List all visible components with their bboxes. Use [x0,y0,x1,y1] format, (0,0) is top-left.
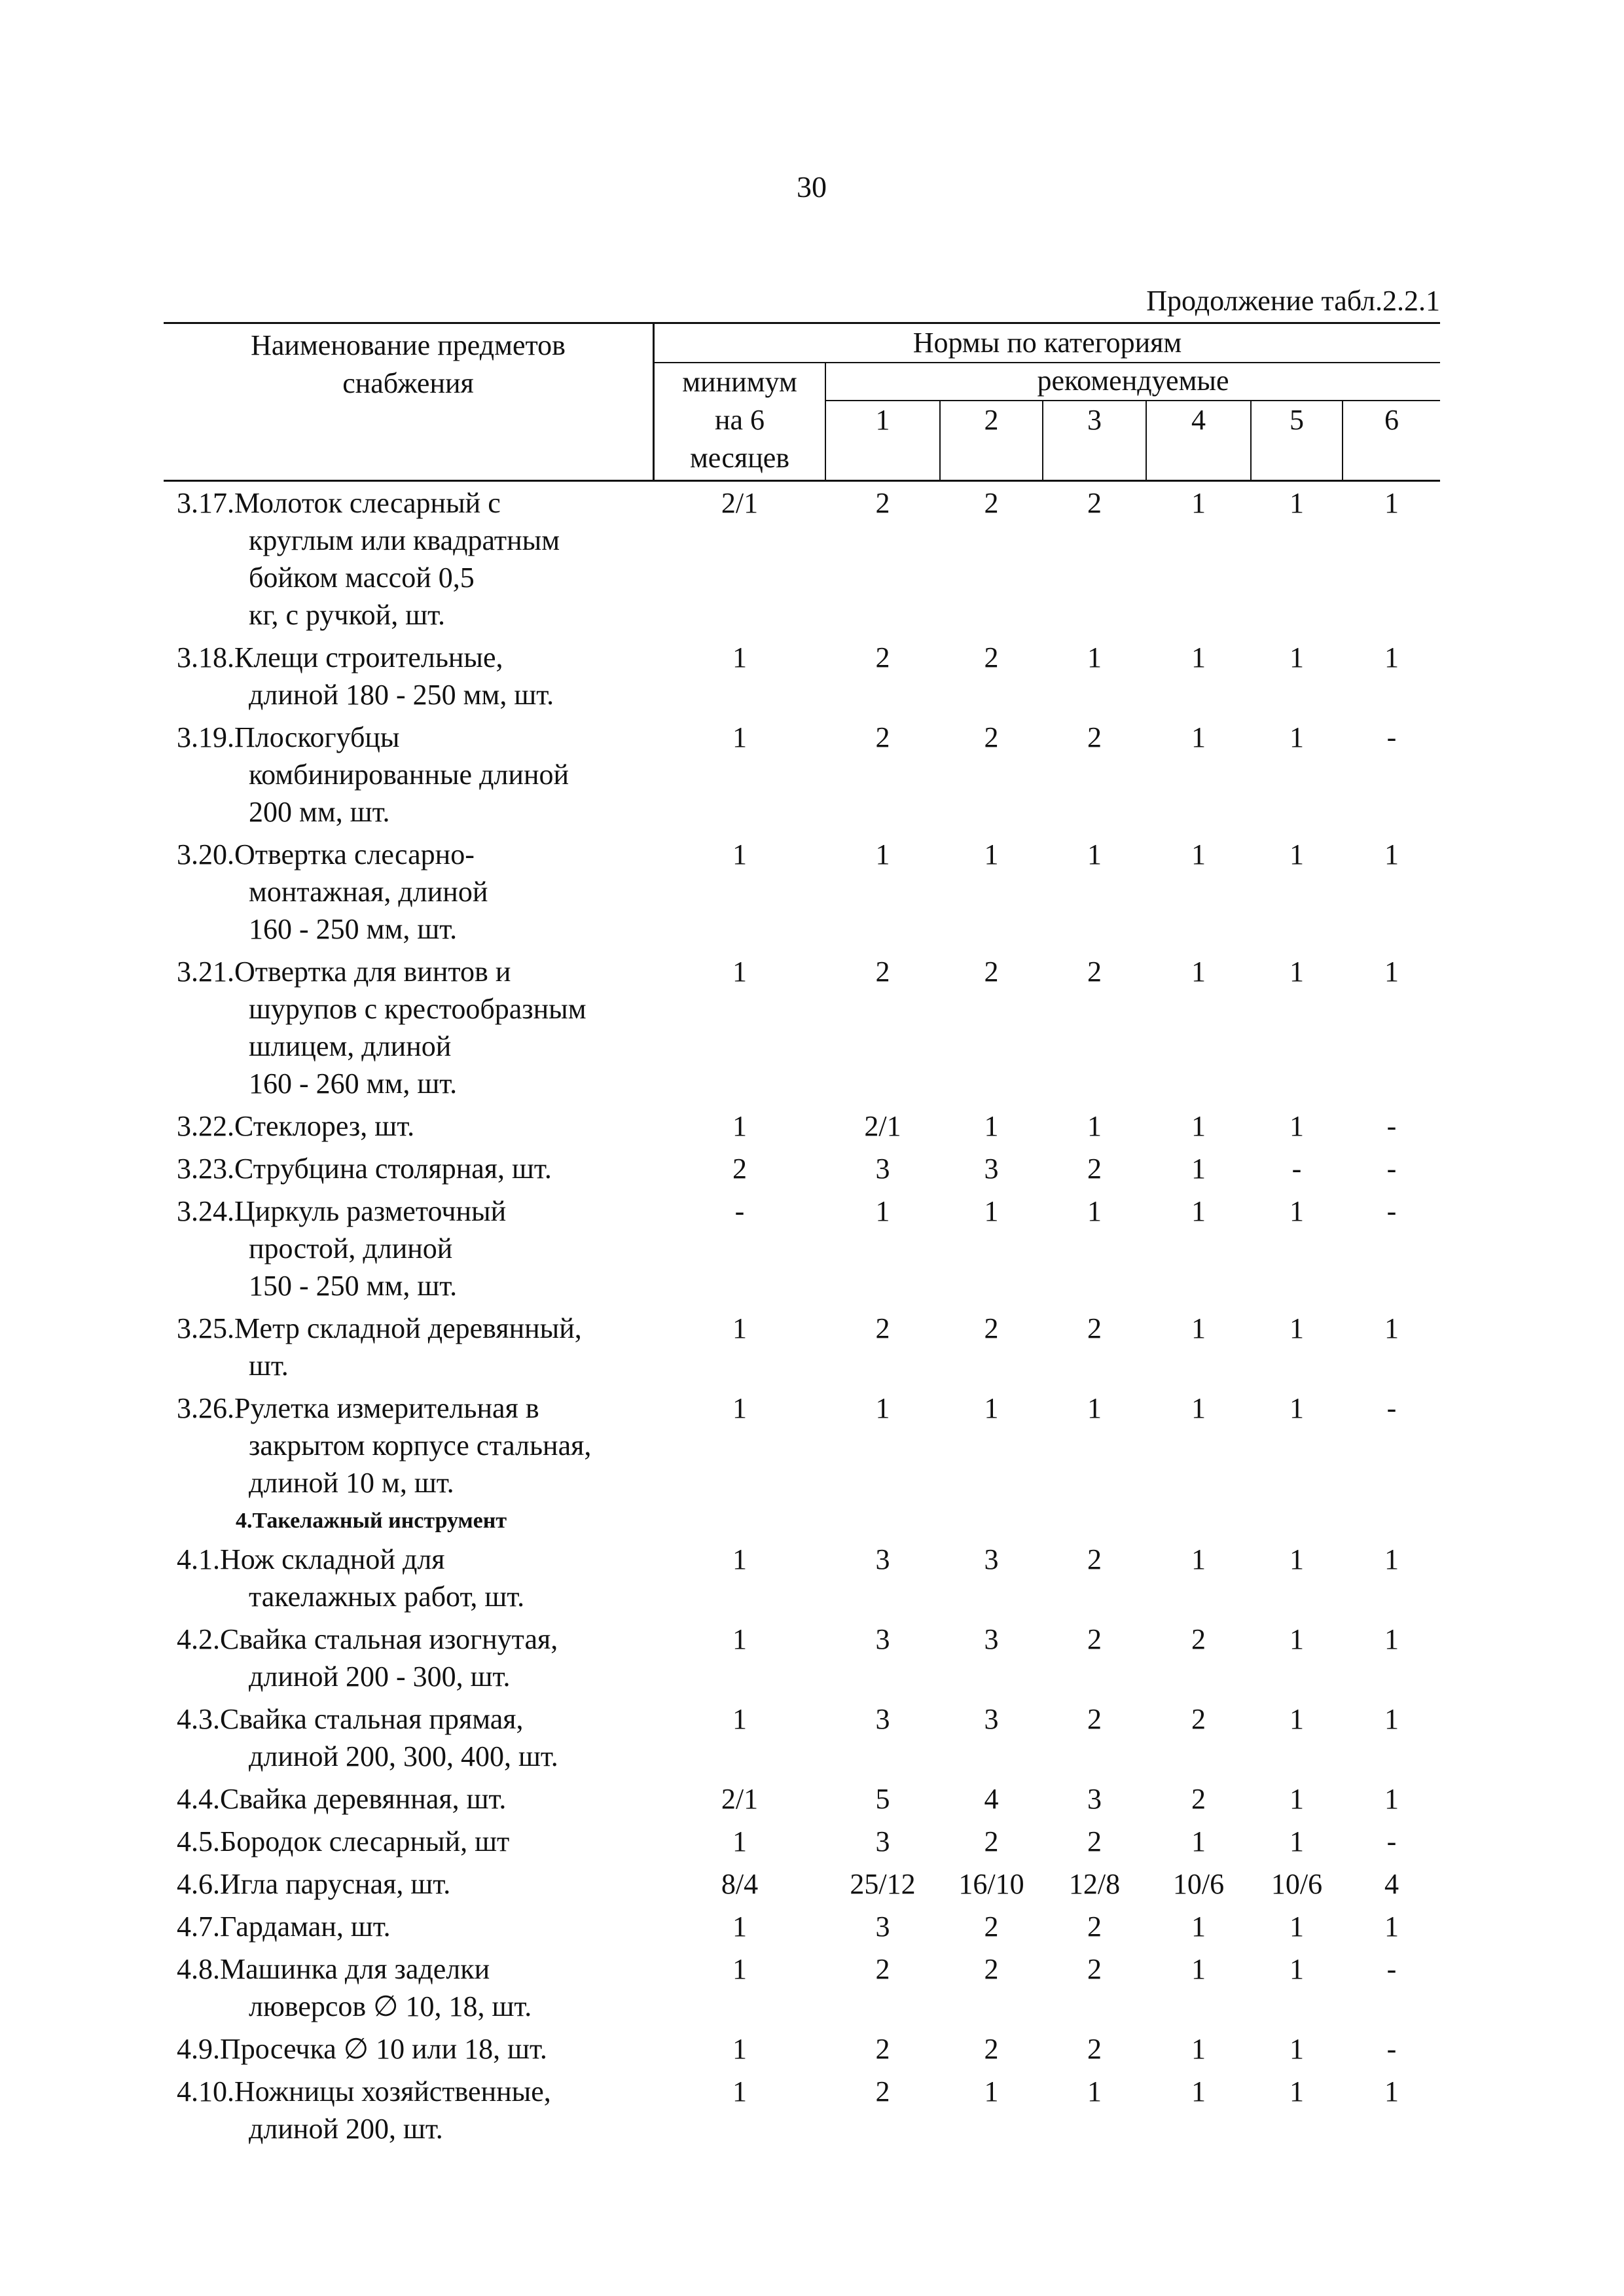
table-row [164,1618,1440,1698]
category-3-value: 2 [1087,1153,1102,1185]
category-4-value: 2 [1191,1623,1206,1655]
category-1-value: 25/12 [850,1868,916,1900]
table-row [164,1778,1440,1820]
category-3-value: 2 [1087,2033,1102,2065]
category-5-value: 1 [1290,838,1304,870]
category-4-value: 1 [1191,2075,1206,2108]
category-3-value: 2 [1087,1953,1102,1985]
category-2-value: 2 [984,721,999,753]
category-1-value: 1 [875,838,890,870]
item-name [164,1538,661,1618]
category-6-value: - [1386,1392,1397,1424]
category-6-value: 1 [1384,1703,1399,1735]
item-name-line: 4.8.Машинка для заделки [177,1953,490,1985]
header-category-3: 3 [1087,404,1102,436]
category-3-value: 2 [1087,1312,1102,1344]
item-name-line: 3.20.Отвертка слесарно- [177,838,475,870]
minimum-value: 2/1 [721,487,759,519]
category-4-value: 1 [1191,2033,1206,2065]
category-2-value: 1 [984,1110,999,1142]
category-3-value: 2 [1087,721,1102,753]
item-name-line: 3.25.Метр складной деревянный, [177,1312,582,1344]
item-name [164,482,661,636]
minimum-value: 1 [732,1825,747,1857]
category-3-value: 2 [1087,1825,1102,1857]
category-2-value: 1 [984,1392,999,1424]
category-6-value: 1 [1384,838,1399,870]
header-category-6: 6 [1384,404,1399,436]
category-2-value: 2 [984,487,999,519]
category-5-value: 1 [1290,1312,1304,1344]
category-3-value: 1 [1087,1392,1102,1424]
header-name-line-2: снабжения [342,367,474,399]
category-4-value: 1 [1191,1825,1206,1857]
category-1-value: 2 [875,2033,890,2065]
category-6-value: - [1386,2033,1397,2065]
item-name-line: 4.10.Ножницы хозяйственные, [177,2075,551,2108]
category-5-value: 1 [1290,956,1304,988]
item-name-line: закрытом корпусе стальная, [249,1429,592,1462]
section-heading: 4.Такелажный инструмент [236,1509,507,1533]
category-3-value: 1 [1087,1195,1102,1227]
category-5-value: 1 [1290,1543,1304,1575]
category-5-value: 1 [1290,721,1304,753]
category-1-value: 3 [875,1825,890,1857]
item-name [164,1948,661,2028]
category-5-value: 1 [1290,1703,1304,1735]
category-5-value: 1 [1290,1910,1304,1943]
category-6-value: - [1386,1953,1397,1985]
category-5-value: 1 [1290,2075,1304,2108]
item-name [164,1307,661,1387]
category-1-value: 3 [875,1703,890,1735]
header-category-1: 1 [875,404,890,436]
item-name-line: 3.21.Отвертка для винтов и [177,956,511,988]
category-6-value: - [1386,1153,1397,1185]
header-category-5: 5 [1290,404,1304,436]
item-name-line: 4.2.Свайка стальная изогнутая, [177,1623,558,1655]
table-row [164,1820,1440,1863]
header-minimum-line-3: месяцев [689,442,790,474]
category-6-value: 1 [1384,1312,1399,1344]
header-category-4: 4 [1191,404,1206,436]
table-row [164,1948,1440,2028]
item-name [164,1105,661,1147]
item-name-line: бойком массой 0,5 [249,562,475,594]
table-row [164,1190,1440,1307]
category-3-value: 2 [1087,956,1102,988]
item-name-line: 4.5.Бородок слесарный, шт [177,1825,510,1857]
item-name-line: люверсов ∅ 10, 18, шт. [249,1990,532,2022]
category-3-value: 2 [1087,1543,1102,1575]
header-minimum-line-2: на 6 [714,404,765,436]
norms-table [164,322,1440,2150]
category-1-value: 2/1 [864,1110,901,1142]
category-2-value: 3 [984,1153,999,1185]
item-name [164,1778,661,1820]
minimum-value: 1 [732,838,747,870]
header-name [164,327,653,403]
category-4-value: 1 [1191,487,1206,519]
table-row [164,1863,1440,1905]
category-6-value: 1 [1384,1623,1399,1655]
category-1-value: 2 [875,1312,890,1344]
category-2-value: 3 [984,1543,999,1575]
category-3-value: 12/8 [1068,1868,1121,1900]
table-row [164,1905,1440,1948]
item-name [164,950,661,1105]
minimum-value: 1 [732,1392,747,1424]
table-row [164,2070,1440,2150]
minimum-value: 1 [732,2075,747,2108]
category-1-value: 2 [875,487,890,519]
item-name-line: простой, длиной [249,1232,453,1265]
header-minimum-line-1: минимум [682,366,797,398]
category-2-value: 1 [984,2075,999,2108]
category-4-value: 1 [1191,1153,1206,1185]
item-name-line: 200 мм, шт. [249,796,390,828]
minimum-value: 1 [732,1703,747,1735]
category-3-value: 2 [1087,1703,1102,1735]
category-6-value: 1 [1384,956,1399,988]
category-5-value: - [1291,1153,1302,1185]
item-name-line: 3.17.Молоток слесарный с [177,487,501,519]
table-row [164,1538,1440,1618]
minimum-value: 1 [732,1623,747,1655]
category-4-value: 1 [1191,641,1206,673]
category-4-value: 1 [1191,838,1206,870]
item-name-line: монтажная, длиной [249,876,488,908]
item-name-line: 160 - 260 мм, шт. [249,1067,458,1100]
table-row [164,1698,1440,1778]
category-6-value: 1 [1384,1783,1399,1815]
minimum-value: 1 [732,1110,747,1142]
minimum-value: 1 [732,1953,747,1985]
table-row [164,1387,1440,1504]
item-name [164,1905,661,1948]
category-3-value: 2 [1087,1910,1102,1943]
item-name-line: длиной 200, шт. [249,2113,443,2145]
category-3-value: 3 [1087,1783,1102,1815]
category-6-value: - [1386,1195,1397,1227]
category-5-value: 1 [1290,1825,1304,1857]
category-4-value: 1 [1191,1392,1206,1424]
table-header [164,322,1440,482]
category-2-value: 2 [984,641,999,673]
item-name-line: 4.9.Просечка ∅ 10 или 18, шт. [177,2033,547,2065]
item-name [164,1190,661,1307]
category-1-value: 3 [875,1543,890,1575]
item-name-line: 3.18.Клещи строительные, [177,641,503,673]
category-2-value: 4 [984,1783,999,1815]
category-5-value: 1 [1290,641,1304,673]
category-1-value: 1 [875,1195,890,1227]
category-6-value: - [1386,1110,1397,1142]
table-row [164,1307,1440,1387]
category-5-value: 1 [1290,487,1304,519]
table-row [164,716,1440,833]
category-5-value: 1 [1290,1623,1304,1655]
item-name [164,1698,661,1778]
category-1-value: 3 [875,1153,890,1185]
minimum-value: 1 [732,956,747,988]
category-3-value: 1 [1087,641,1102,673]
category-2-value: 2 [984,1910,999,1943]
category-2-value: 2 [984,1953,999,1985]
category-1-value: 2 [875,2075,890,2108]
item-name [164,636,661,716]
category-5-value: 1 [1290,1110,1304,1142]
header-category-2: 2 [984,404,999,436]
minimum-value: 1 [732,1312,747,1344]
category-5-value: 1 [1290,1195,1304,1227]
category-4-value: 1 [1191,1543,1206,1575]
item-name-line: 3.26.Рулетка измерительная в [177,1392,539,1424]
item-name-line: 3.19.Плоскогубцы [177,721,400,753]
item-name-line: 4.6.Игла парусная, шт. [177,1868,451,1900]
category-6-value: 1 [1384,2075,1399,2108]
category-4-value: 1 [1191,1195,1206,1227]
category-6-value: 1 [1384,487,1399,519]
table-row [164,2028,1440,2070]
category-2-value: 1 [984,1195,999,1227]
table-row [164,833,1440,950]
item-name [164,1863,661,1905]
page-number: 30 [797,170,827,204]
category-4-value: 2 [1191,1783,1206,1815]
item-name-line: 4.4.Свайка деревянная, шт. [177,1783,507,1815]
item-name [164,833,661,950]
minimum-value: 1 [732,1910,747,1943]
category-5-value: 1 [1290,1783,1304,1815]
minimum-value: - [734,1195,745,1227]
item-name [164,2028,661,2070]
table-row [164,482,1440,636]
item-name-line: длиной 200, 300, 400, шт. [249,1740,558,1772]
item-name-line: шурупов с крестообразным [249,993,586,1025]
item-name [164,1147,661,1190]
category-2-value: 3 [984,1623,999,1655]
category-4-value: 1 [1191,1312,1206,1344]
category-2-value: 2 [984,956,999,988]
item-name-line: 3.24.Циркуль разметочный [177,1195,507,1227]
item-name-line: такелажных работ, шт. [249,1581,525,1613]
category-2-value: 1 [984,838,999,870]
minimum-value: 8/4 [721,1868,759,1900]
category-1-value: 3 [875,1623,890,1655]
category-6-value: - [1386,721,1397,753]
category-1-value: 5 [875,1783,890,1815]
header-norms: Нормы по категориям [912,327,1182,359]
item-name-line: 3.22.Стеклорез, шт. [177,1110,415,1142]
minimum-value: 2 [732,1153,747,1185]
category-2-value: 2 [984,1312,999,1344]
category-3-value: 1 [1087,1110,1102,1142]
category-5-value: 1 [1290,2033,1304,2065]
item-name-line: длиной 180 - 250 мм, шт. [249,679,554,711]
item-name [164,2070,661,2150]
table-row [164,636,1440,716]
category-5-value: 10/6 [1271,1868,1323,1900]
category-2-value: 2 [984,2033,999,2065]
item-name-line: 150 - 250 мм, шт. [249,1270,458,1302]
category-5-value: 1 [1290,1392,1304,1424]
item-name-line: длиной 200 - 300, шт. [249,1660,511,1693]
category-1-value: 2 [875,641,890,673]
item-name-line: шлицем, длиной [249,1030,452,1062]
item-name-line: 4.3.Свайка стальная прямая, [177,1703,524,1735]
minimum-value: 1 [732,1543,747,1575]
item-name [164,716,661,833]
item-name-line: длиной 10 м, шт. [249,1467,454,1499]
category-4-value: 1 [1191,1953,1206,1985]
item-name-line: 3.23.Струбцина столярная, шт. [177,1153,552,1185]
category-3-value: 1 [1087,838,1102,870]
category-4-value: 1 [1191,721,1206,753]
table-caption: Продолжение табл.2.2.1 [1146,285,1440,317]
category-4-value: 1 [1191,956,1206,988]
header-minimum [655,363,825,477]
category-1-value: 2 [875,1953,890,1985]
category-6-value: - [1386,1825,1397,1857]
category-6-value: 1 [1384,641,1399,673]
table-row [164,1147,1440,1190]
item-name-line: комбинированные длиной [249,759,569,791]
category-3-value: 2 [1087,487,1102,519]
minimum-value: 1 [732,721,747,753]
category-4-value: 2 [1191,1703,1206,1735]
item-name [164,1820,661,1863]
minimum-value: 2/1 [721,1783,759,1815]
table-row [164,950,1440,1105]
item-name [164,1387,661,1504]
category-2-value: 3 [984,1703,999,1735]
category-1-value: 3 [875,1910,890,1943]
minimum-value: 1 [732,2033,747,2065]
category-4-value: 1 [1191,1110,1206,1142]
category-1-value: 2 [875,956,890,988]
header-name-line-1: Наименование предметов [251,329,566,361]
category-3-value: 2 [1087,1623,1102,1655]
category-6-value: 1 [1384,1543,1399,1575]
item-name-line: шт. [249,1350,289,1382]
item-name-line: 4.7.Гардаман, шт. [177,1910,391,1943]
item-name-line: 160 - 250 мм, шт. [249,913,458,945]
category-2-value: 2 [984,1825,999,1857]
item-name-line: круглым или квадратным [249,524,560,556]
table-body [164,482,1440,2150]
table-row [164,1105,1440,1147]
category-6-value: 4 [1384,1868,1399,1900]
category-1-value: 1 [875,1392,890,1424]
category-3-value: 1 [1087,2075,1102,2108]
category-6-value: 1 [1384,1910,1399,1943]
category-2-value: 16/10 [958,1868,1024,1900]
category-4-value: 1 [1191,1910,1206,1943]
header-recommended: рекомендуемые [1037,365,1229,397]
category-1-value: 2 [875,721,890,753]
item-name [164,1618,661,1698]
category-5-value: 1 [1290,1953,1304,1985]
minimum-value: 1 [732,641,747,673]
item-name-line: кг, с ручкой, шт. [249,599,446,631]
item-name-line: 4.1.Нож складной для [177,1543,445,1575]
category-4-value: 10/6 [1172,1868,1225,1900]
